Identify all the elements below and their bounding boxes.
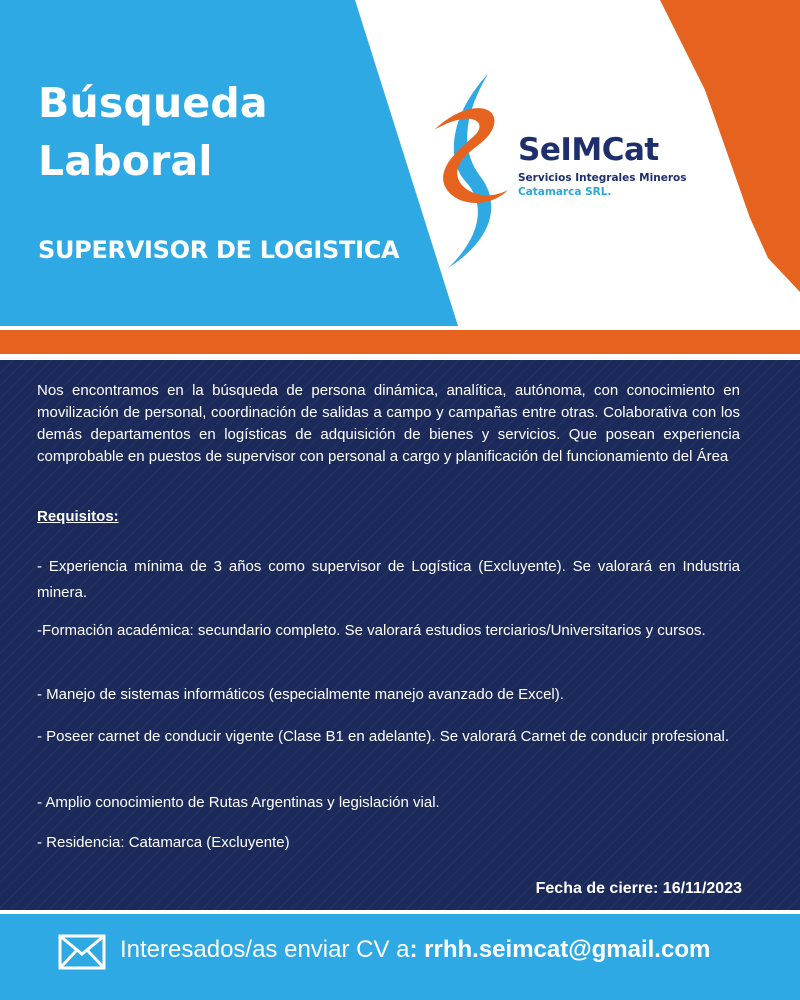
closing-date: Fecha de cierre: 16/11/2023: [535, 880, 742, 897]
header-banner: [0, 0, 800, 360]
title-line-1: Búsqueda: [38, 79, 268, 127]
logo-swirl-icon: [430, 72, 520, 272]
contact-email[interactable]: : rrhh.seimcat@gmail.com: [409, 936, 711, 963]
company-logo: [430, 72, 730, 272]
mail-icon: [58, 934, 106, 970]
logo-tagline-1: Servicios Integrales Mineros: [518, 172, 687, 184]
logo-tagline-2: Catamarca SRL.: [518, 186, 612, 198]
requirement-item: - Amplio conocimiento de Rutas Argentinas y legislación vial.: [37, 794, 440, 811]
contact-footer: [0, 910, 800, 1000]
requirement-item: -Formación académica: secundario completo. Se valorará estudios terciarios/Universitarios y cursos.: [37, 622, 706, 639]
requirement-item: - Residencia: Catamarca (Excluyente): [37, 834, 290, 851]
contact-prefix: Interesados/as enviar CV a: [120, 936, 410, 963]
contact-text: [120, 936, 710, 964]
job-position: SUPERVISOR DE LOGISTICA: [38, 236, 400, 264]
page-title: [38, 74, 268, 190]
requirement-item: - Manejo de sistemas informáticos (especialmente manejo avanzado de Excel).: [37, 686, 564, 703]
title-line-2: Laboral: [38, 137, 213, 185]
logo-name: SeIMCat: [518, 132, 659, 168]
requirement-item: - Experiencia mínima de 3 años como supervisor de Logística (Excluyente). Se valorará en Industria minera.: [37, 558, 740, 601]
intro-paragraph: Nos encontramos en la búsqueda de persona dinámica, analítica, autónoma, con conocimiento en movilización de personal, coordinación de salidas a campo y campañas entre otras. Colaborativa con los demás departamentos en logísticas de adquisición de bienes y servicios. Que posean experiencia comprobable en puestos de supervisor con personal a cargo y planificación del funcionamiento del Área: [37, 382, 740, 465]
requirements-title: Requisitos:: [37, 508, 119, 525]
job-description-panel: [0, 360, 800, 910]
requirement-item: - Poseer carnet de conducir vigente (Clase B1 en adelante). Se valorará Carnet de conducir profesional.: [37, 728, 730, 745]
